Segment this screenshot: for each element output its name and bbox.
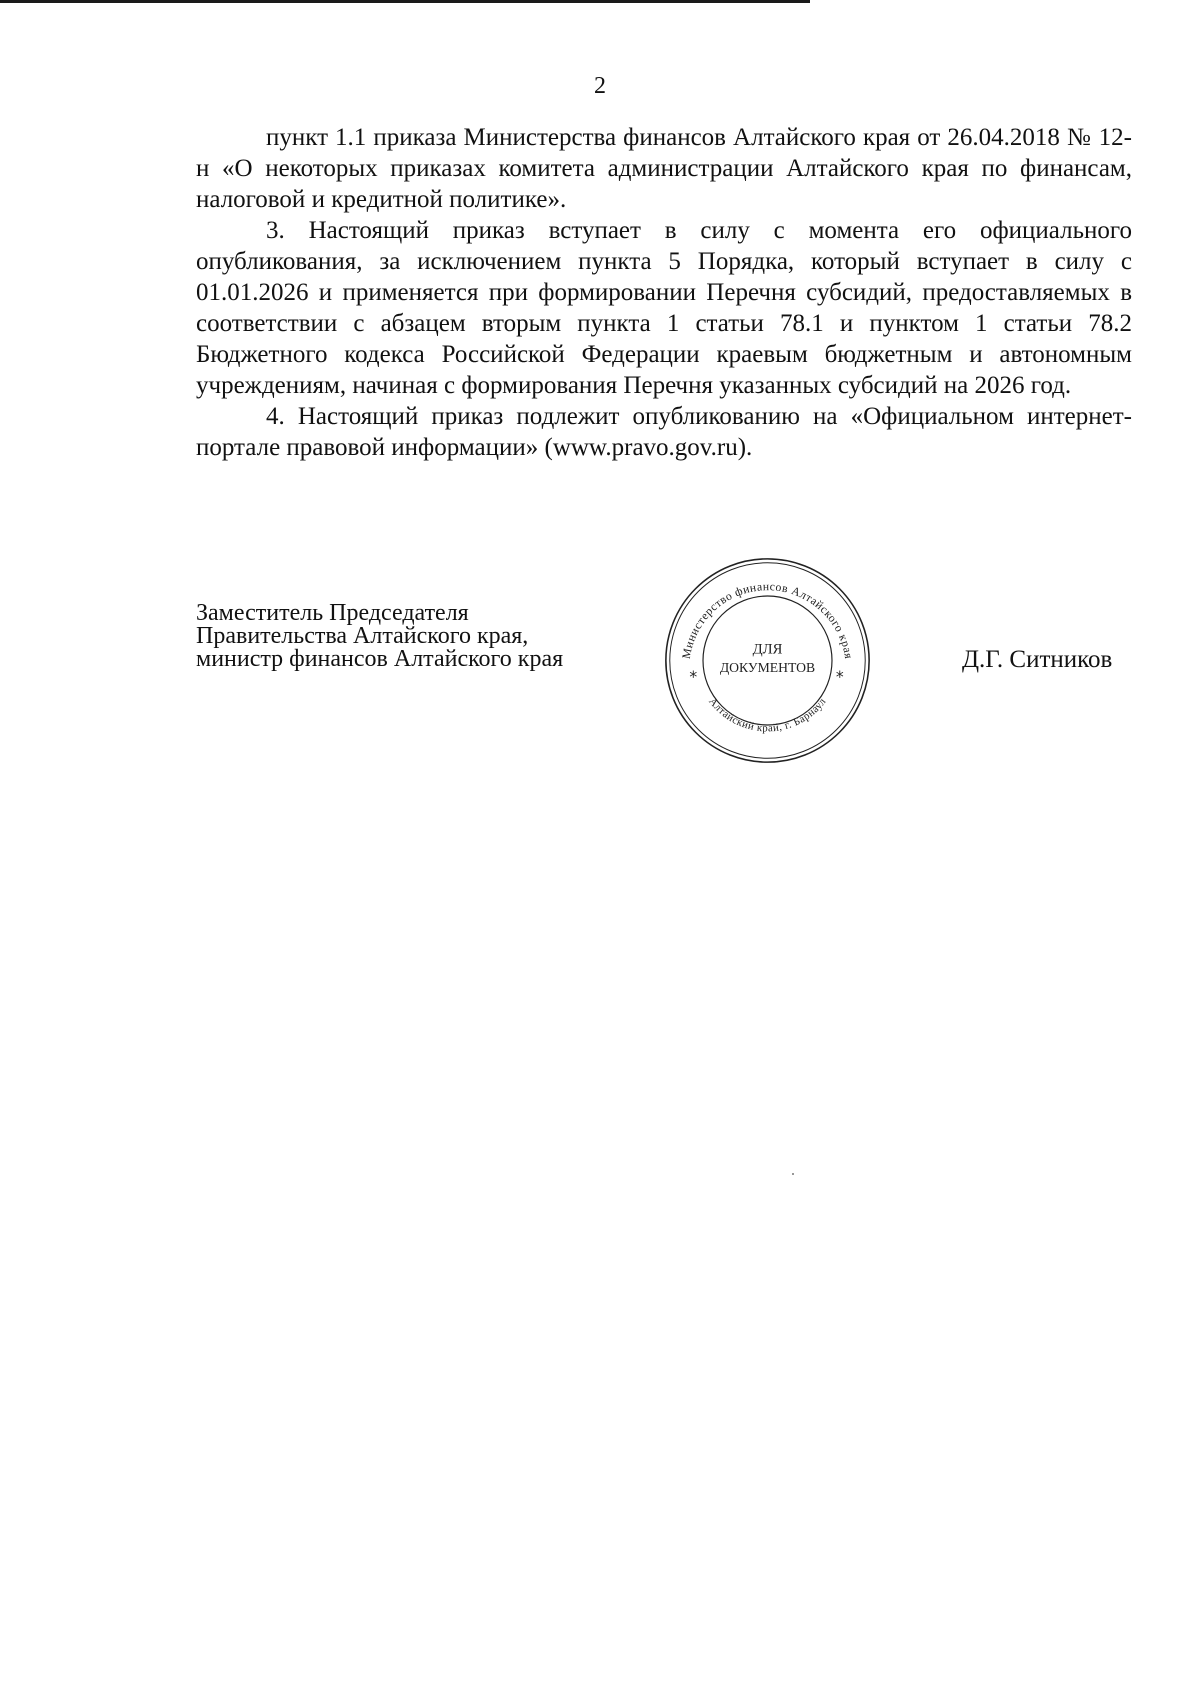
top-rule — [0, 0, 810, 3]
signatory-position-line: министр финансов Алтайского края — [196, 646, 564, 672]
paragraph-item-4: 4. Настоящий приказ подлежит опубликованию на «Официальном интернет-портале правовой информации» (www.pravo.gov.ru). — [196, 403, 1132, 461]
paragraph-continuation: пункт 1.1 приказа Министерства финансов Алтайского края от 26.04.2018 № 12-н «О некоторых приказах комитета администрации Алтайского края по финансам, налоговой и кредитной политике». — [196, 124, 1132, 213]
seal-center-line-1: ДЛЯ — [752, 641, 783, 658]
seal-star-right-icon: * — [835, 667, 844, 686]
seal-outer-text: Министерство финансов Алтайского края — [679, 580, 856, 660]
signatory-position-line: Правительства Алтайского края, — [196, 623, 529, 649]
svg-text:Алтайский край, г. Барнаул — [706, 696, 829, 735]
signatory-position-line: Заместитель Председателя — [196, 600, 469, 626]
seal-star-left-icon: * — [689, 667, 698, 686]
signer-name: Д.Г. Ситников — [962, 646, 1113, 673]
scan-artifact — [792, 1173, 794, 1175]
document-body — [196, 122, 1132, 463]
page-number: 2 — [594, 73, 606, 99]
signatory-position — [196, 602, 656, 671]
official-seal — [660, 553, 875, 768]
seal-bottom-text: Алтайский край, г. Барнаул — [706, 695, 829, 735]
paragraph-item-3: 3. Настоящий приказ вступает в силу с момента его официального опубликования, за исключением пункта 5 Порядка, который вступает в силу с 01.01.2026 и применяется при формировании Перечня субсидий, предоставляемых в соответствии с абзацем вторым пункта 1 статьи 78.1 и пунктом 1 статьи 78.2 Бюджетного кодекса Российской Федерации краевым бюджетным и автономным учреждениям, начиная с формирования Перечня указанных субсидий на 2026 год. — [196, 217, 1132, 399]
seal-center-line-2: ДОКУМЕНТОВ — [719, 660, 816, 676]
